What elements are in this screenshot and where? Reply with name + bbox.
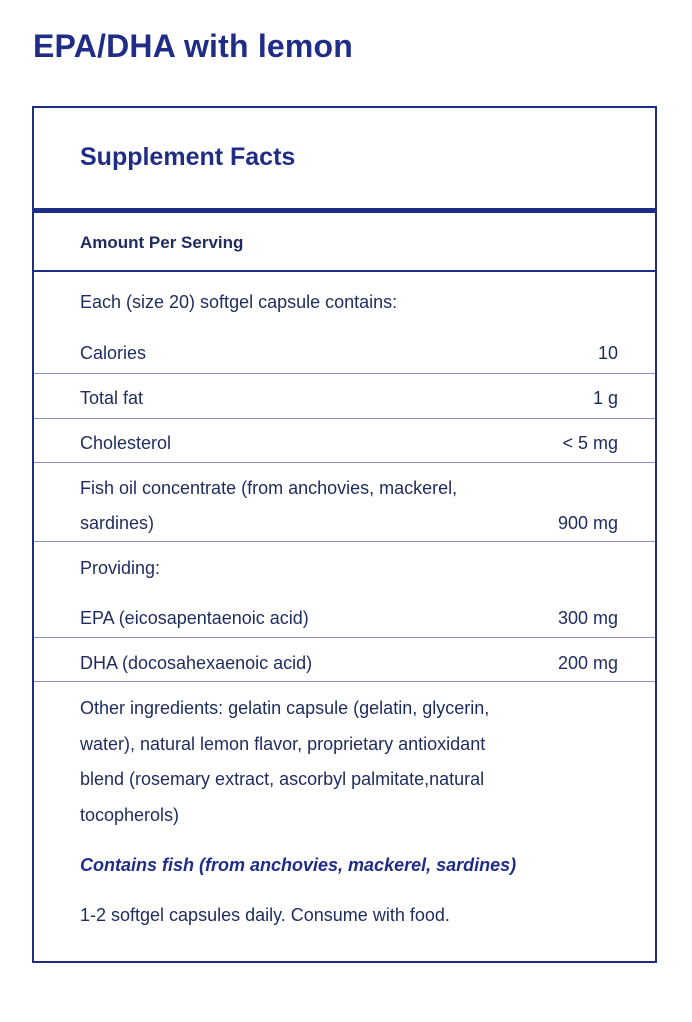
epa-value: 300 mg xyxy=(557,608,618,628)
other-ingredients-line: blend (rosemary extract, ascorbyl palmitate,natural xyxy=(80,769,485,789)
divider xyxy=(34,418,655,419)
calories-value: 10 xyxy=(597,343,618,363)
directions: 1-2 softgel capsules daily. Consume with food. xyxy=(80,905,450,925)
serving-intro: Each (size 20) softgel capsule contains: xyxy=(80,292,398,312)
cholesterol-label: Cholesterol xyxy=(80,433,172,453)
fish-oil-label-line2: sardines) xyxy=(80,513,155,533)
allergen-warning: Contains fish (from anchovies, mackerel, sardines) xyxy=(80,855,517,875)
divider xyxy=(34,462,655,463)
supplement-facts-panel xyxy=(32,106,657,963)
divider xyxy=(34,637,655,638)
divider xyxy=(34,681,655,682)
dha-label: DHA (docosahexaenoic acid) xyxy=(80,653,313,673)
fish-oil-value: 900 mg xyxy=(557,513,618,533)
other-ingredients-line: tocopherols) xyxy=(80,805,180,825)
calories-label: Calories xyxy=(80,343,147,363)
providing-label: Providing: xyxy=(80,558,161,578)
supplement-facts-title: Supplement Facts xyxy=(80,143,296,171)
other-ingredients-line: Other ingredients: gelatin capsule (gelatin, glycerin, xyxy=(80,698,490,718)
amount-per-serving-row xyxy=(34,213,655,272)
total-fat-label: Total fat xyxy=(80,388,144,408)
cholesterol-value: < 5 mg xyxy=(562,433,618,453)
divider xyxy=(34,541,655,542)
dha-value: 200 mg xyxy=(557,653,618,673)
other-ingredients-line: water), natural lemon flavor, proprietary antioxidant xyxy=(80,734,486,754)
divider xyxy=(34,373,655,374)
total-fat-value: 1 g xyxy=(592,388,618,408)
amount-per-serving-label: Amount Per Serving xyxy=(80,233,244,252)
facts-header xyxy=(34,108,655,213)
fish-oil-label-line1: Fish oil concentrate (from anchovies, mackerel, xyxy=(80,478,458,498)
product-title: EPA/DHA with lemon xyxy=(33,28,354,64)
epa-label: EPA (eicosapentaenoic acid) xyxy=(80,608,309,628)
